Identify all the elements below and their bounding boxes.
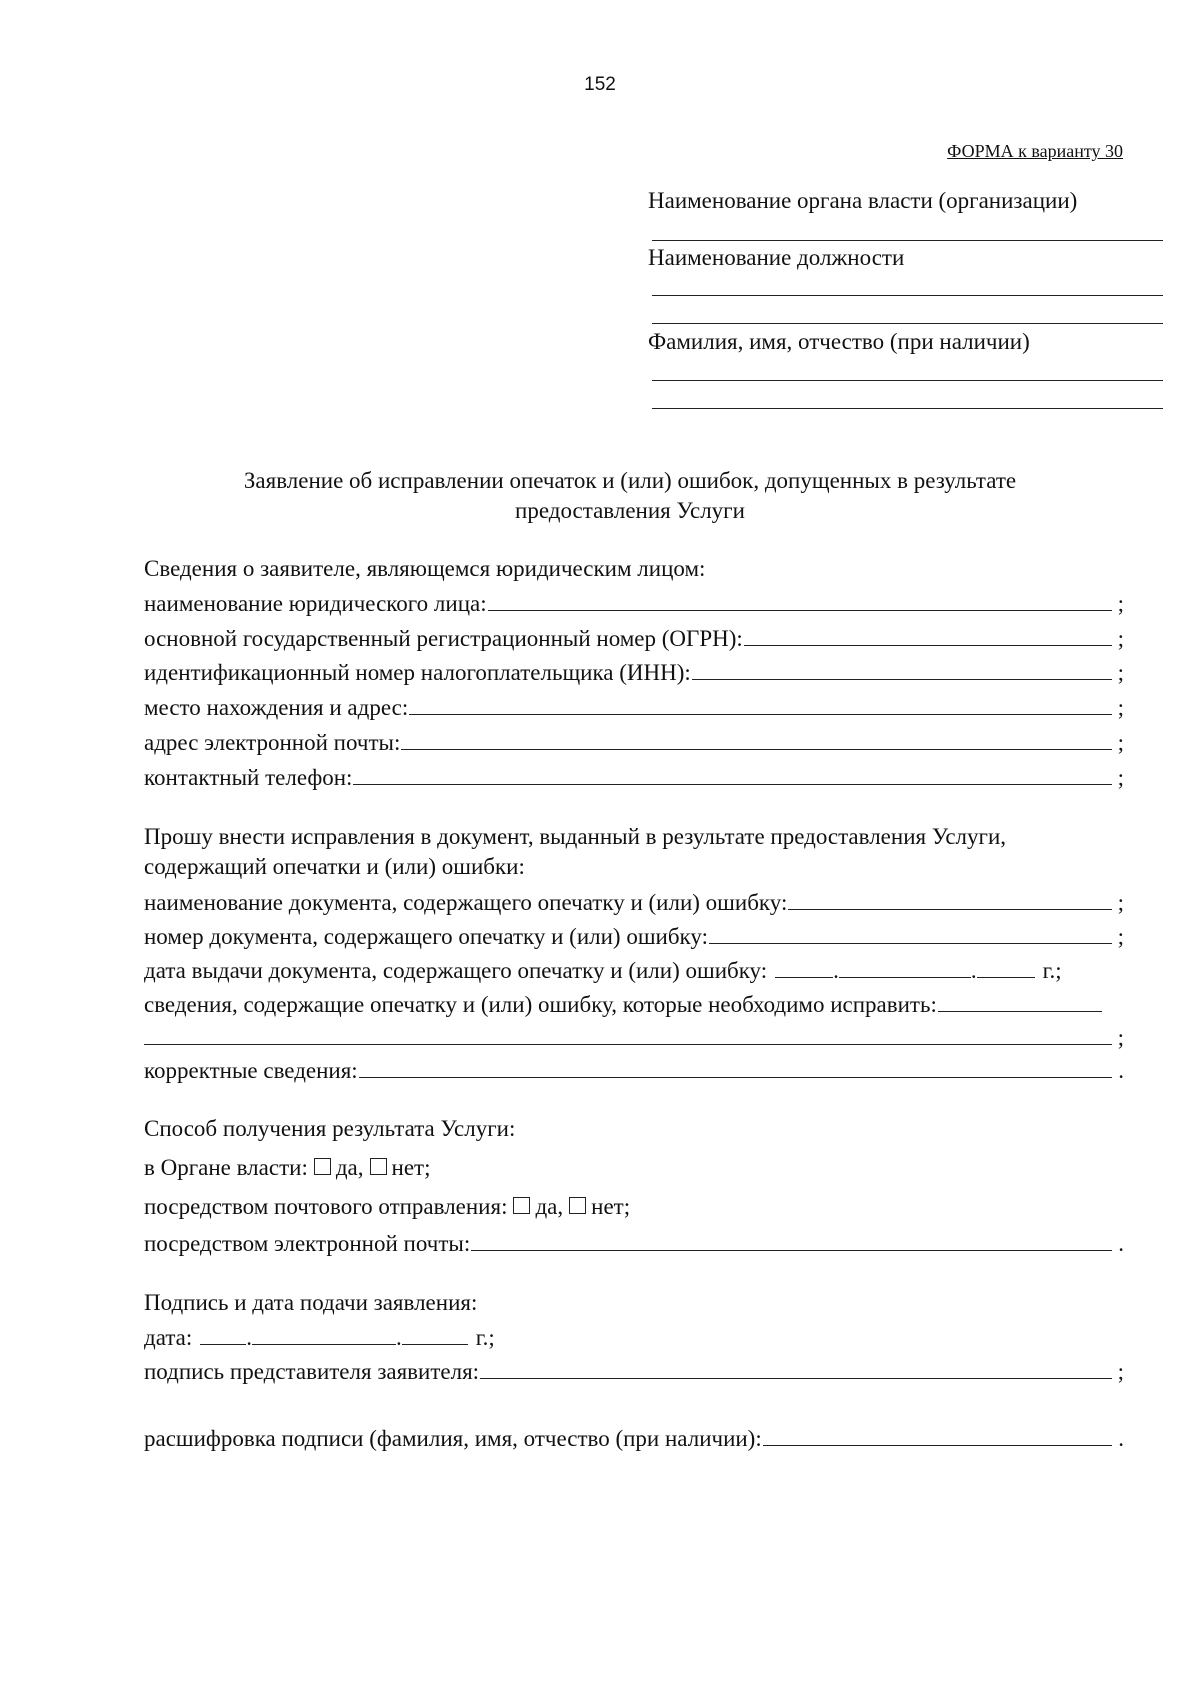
applicant-heading: Сведения о заявителе, являющемся юридическим лицом: [144,556,706,581]
semicolon: ; [1117,695,1124,720]
rep-signature-label: подпись представителя заявителя: [144,1359,480,1384]
applicant-email-row [144,727,1124,757]
post-yes-checkbox[interactable] [513,1197,530,1214]
semicolon: ; [1117,924,1124,949]
document-title [0,466,1200,526]
addressee-position-line-2[interactable] [652,323,1163,324]
doc-name-label: наименование документа, содержащего опечатку и (или) ошибку: [144,890,788,915]
doc-date-month-field[interactable] [839,955,971,978]
delivery-office-label: в Органе власти: [144,1155,308,1180]
signature-heading: Подпись и дата подачи заявления: [144,1290,478,1315]
delivery-post-label: посредством почтового отправления: [144,1194,508,1219]
applicant-name-label: наименование юридического лица: [144,591,487,616]
correct-info-label: корректные сведения: [144,1058,358,1083]
signature-date-row [144,1322,1124,1352]
period: . [1118,1058,1124,1083]
doc-date-day-field[interactable] [775,955,833,978]
signature-date-month-field[interactable] [252,1322,396,1345]
doc-date-year-field[interactable] [977,955,1035,978]
correct-info-field[interactable] [359,1055,1113,1078]
applicant-inn-label: идентификационный номер налогоплательщика (ИНН): [144,660,691,685]
dot: . [833,958,839,983]
applicant-inn-row [144,657,1124,687]
form-reference: ФОРМА к варианту 30 [947,141,1123,161]
applicant-address-field[interactable] [409,692,1111,715]
signature-date-day-field[interactable] [200,1322,246,1345]
post-no-checkbox[interactable] [569,1197,586,1214]
doc-number-label: номер документа, содержащего опечатку и (или) ошибку: [144,924,708,949]
wrong-info-field-2[interactable] [144,1022,1112,1045]
applicant-address-row [144,692,1124,722]
request-intro-line-1: Прошу внести исправления в документ, выданный в результате предоставления Услуги, [144,824,1007,849]
signature-date-label: дата: [144,1325,193,1350]
addressee-fio-label: Фамилия, имя, отчество (при наличии) [648,329,1030,354]
addressee-fio-line-2[interactable] [652,408,1163,409]
yes-label: да, [535,1194,564,1219]
doc-number-row [144,921,1124,951]
addressee-position-label: Наименование должности [648,245,905,270]
title-line-1: Заявление об исправлении опечаток и (или) ошибок, допущенных в результате [243,468,1017,493]
wrong-info-continuation-row [144,1022,1124,1052]
addressee-org-line[interactable] [652,240,1163,241]
doc-name-row [144,887,1124,917]
semicolon: ; [1117,626,1124,651]
rep-signature-field[interactable] [480,1356,1112,1379]
correct-info-row [144,1055,1124,1085]
year-suffix: г.; [1042,958,1062,983]
wrong-info-label: сведения, содержащие опечатку и (или) ошибку, которые необходимо исправить: [144,992,937,1017]
dot: . [396,1325,402,1350]
office-yes-checkbox[interactable] [314,1158,331,1175]
office-no-checkbox[interactable] [370,1158,387,1175]
no-label: нет; [591,1194,631,1219]
signature-decoding-field[interactable] [763,1423,1113,1446]
addressee-fio-line-1[interactable] [652,380,1163,381]
request-intro-line-2: содержащий опечатки и (или) ошибки: [144,854,525,879]
delivery-email-label: посредством электронной почты: [144,1231,471,1256]
doc-name-field[interactable] [788,887,1111,910]
signature-decoding-label: расшифровка подписи (фамилия, имя, отчество (при наличии): [144,1426,762,1451]
semicolon: ; [1117,1025,1124,1050]
applicant-ogrn-row [144,623,1124,653]
delivery-heading: Способ получения результата Услуги: [144,1116,516,1141]
page-number: 152 [584,74,616,95]
delivery-office-row [144,1155,1124,1185]
applicant-inn-field[interactable] [692,657,1112,680]
semicolon: ; [1117,660,1124,685]
delivery-email-row [144,1228,1124,1258]
request-intro [144,822,1124,882]
semicolon: ; [1117,1359,1124,1384]
no-label: нет; [391,1155,431,1180]
applicant-phone-field[interactable] [353,762,1111,785]
semicolon: ; [1117,730,1124,755]
applicant-ogrn-field[interactable] [744,623,1112,646]
signature-date-year-field[interactable] [402,1322,468,1345]
applicant-email-label: адрес электронной почты: [144,730,401,755]
applicant-email-field[interactable] [401,727,1111,750]
semicolon: ; [1117,591,1124,616]
applicant-name-row [144,588,1124,618]
doc-date-row [144,955,1124,985]
rep-signature-row [144,1356,1124,1386]
applicant-name-field[interactable] [488,588,1112,611]
signature-decoding-row [144,1423,1124,1453]
applicant-phone-label: контактный телефон: [144,765,353,790]
dot: . [970,958,977,983]
applicant-ogrn-label: основной государственный регистрационный номер (ОГРН): [144,626,743,651]
applicant-address-label: место нахождения и адрес: [144,695,409,720]
semicolon: ; [1117,890,1124,915]
wrong-info-row [144,989,1124,1019]
delivery-post-row [144,1194,1124,1224]
addressee-org-label: Наименование органа власти (организации) [648,188,1078,213]
semicolon: ; [1117,765,1124,790]
delivery-email-field[interactable] [471,1228,1112,1251]
doc-date-label: дата выдачи документа, содержащего опечатку и (или) ошибку: [144,958,768,983]
yes-label: да, [335,1155,364,1180]
dot: . [246,1325,252,1350]
doc-number-field[interactable] [709,921,1112,944]
period: . [1118,1426,1124,1451]
year-suffix: г.; [475,1325,495,1350]
addressee-position-line-1[interactable] [652,295,1163,296]
applicant-phone-row [144,762,1124,792]
period: . [1118,1231,1124,1256]
wrong-info-field-1[interactable] [938,989,1102,1012]
title-line-2: предоставления Услуги [515,498,745,523]
